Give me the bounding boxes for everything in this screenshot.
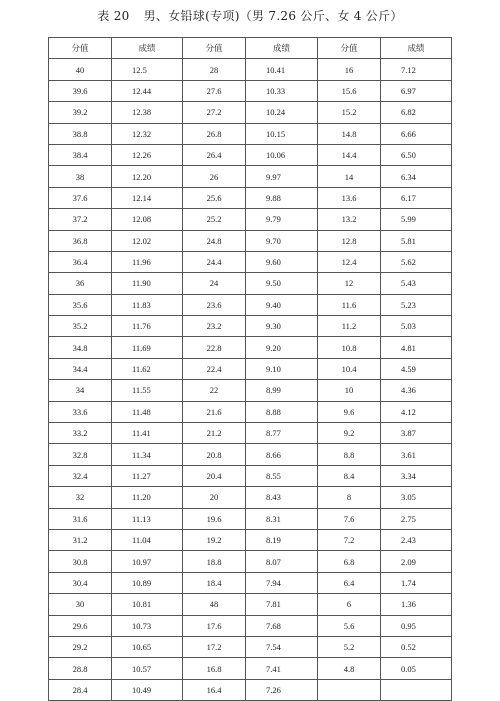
cell-result-3: 6.17 (381, 187, 452, 208)
cell-points-3: 6 (318, 594, 381, 615)
cell-points-3: 16 (318, 59, 381, 80)
table-caption: 男、女铅球(专项)（男 7.26 公斤、女 4 公斤） (143, 9, 403, 23)
cell-result-1: 10.89 (112, 572, 183, 593)
table-row (49, 273, 452, 294)
cell-result-3: 3.34 (381, 465, 452, 486)
cell-result-2: 7.41 (246, 658, 318, 679)
cell-points-3: 6.8 (318, 551, 381, 572)
cell-points-1: 32.8 (49, 444, 112, 465)
cell-result-1: 11.83 (112, 294, 183, 315)
cell-points-3: 12 (318, 273, 381, 294)
cell-result-1: 10.81 (112, 594, 183, 615)
table-row (49, 102, 452, 123)
header-row (49, 38, 452, 59)
header-points-2: 分值 (183, 38, 246, 59)
cell-result-2: 8.07 (246, 551, 318, 572)
cell-points-1: 29.2 (49, 636, 112, 657)
cell-points-2: 25.2 (183, 209, 246, 230)
cell-points-2: 22.8 (183, 337, 246, 358)
cell-points-3: 13.2 (318, 209, 381, 230)
cell-points-2: 19.2 (183, 529, 246, 550)
table-row (49, 658, 452, 679)
cell-points-2: 24.8 (183, 230, 246, 251)
table-row (49, 401, 452, 422)
cell-result-2: 7.81 (246, 594, 318, 615)
cell-points-2: 16.4 (183, 679, 246, 700)
cell-result-3: 2.09 (381, 551, 452, 572)
cell-result-1: 11.48 (112, 401, 183, 422)
cell-points-1: 38.4 (49, 144, 112, 165)
cell-result-1: 12.32 (112, 123, 183, 144)
cell-result-3: 5.81 (381, 230, 452, 251)
cell-result-3: 3.05 (381, 487, 452, 508)
cell-points-3: 7.6 (318, 508, 381, 529)
table-row (49, 166, 452, 187)
cell-result-2: 8.77 (246, 423, 318, 444)
cell-points-3: 10.4 (318, 358, 381, 379)
cell-points-3: 14 (318, 166, 381, 187)
cell-points-1: 33.2 (49, 423, 112, 444)
table-row (49, 615, 452, 636)
table-number: 表 20 (97, 9, 130, 23)
table-row (49, 316, 452, 337)
cell-points-2: 24 (183, 273, 246, 294)
cell-points-2: 24.4 (183, 251, 246, 272)
cell-result-1: 12.44 (112, 80, 183, 101)
cell-result-3: 5.43 (381, 273, 452, 294)
table-row (49, 487, 452, 508)
cell-points-1: 39.2 (49, 102, 112, 123)
cell-points-2: 28 (183, 59, 246, 80)
cell-points-1: 34.4 (49, 358, 112, 379)
table-row (49, 337, 452, 358)
cell-points-1: 36.8 (49, 230, 112, 251)
header-result-3: 成绩 (381, 38, 452, 59)
cell-points-2: 17.2 (183, 636, 246, 657)
cell-points-2: 21.2 (183, 423, 246, 444)
cell-points-2: 23.2 (183, 316, 246, 337)
cell-result-3: 3.87 (381, 423, 452, 444)
cell-points-3: 12.8 (318, 230, 381, 251)
cell-result-3: 4.81 (381, 337, 452, 358)
cell-points-3: 8.8 (318, 444, 381, 465)
cell-result-1: 11.55 (112, 380, 183, 401)
cell-result-2: 7.54 (246, 636, 318, 657)
cell-result-1: 11.62 (112, 358, 183, 379)
cell-points-3: 9.2 (318, 423, 381, 444)
table-row (49, 594, 452, 615)
cell-points-1: 31.6 (49, 508, 112, 529)
cell-points-3: 8 (318, 487, 381, 508)
cell-result-1: 10.65 (112, 636, 183, 657)
cell-points-3: 4.8 (318, 658, 381, 679)
cell-result-2: 10.06 (246, 144, 318, 165)
cell-points-3: 9.6 (318, 401, 381, 422)
cell-result-3: 2.75 (381, 508, 452, 529)
cell-result-2: 9.60 (246, 251, 318, 272)
cell-points-3: 14.4 (318, 144, 381, 165)
cell-result-1: 11.04 (112, 529, 183, 550)
cell-result-3: 4.59 (381, 358, 452, 379)
cell-result-3: 2.43 (381, 529, 452, 550)
cell-result-3: 6.50 (381, 144, 452, 165)
cell-result-1: 10.73 (112, 615, 183, 636)
cell-result-3: 5.23 (381, 294, 452, 315)
cell-result-3: 7.12 (381, 59, 452, 80)
cell-result-1: 12.26 (112, 144, 183, 165)
cell-points-2: 23.6 (183, 294, 246, 315)
cell-points-3: 5.6 (318, 615, 381, 636)
cell-points-1: 33.6 (49, 401, 112, 422)
cell-points-3: 6.4 (318, 572, 381, 593)
cell-points-1: 28.8 (49, 658, 112, 679)
cell-result-1: 10.49 (112, 679, 183, 700)
header-points-3: 分值 (318, 38, 381, 59)
cell-result-2: 7.68 (246, 615, 318, 636)
cell-result-2: 7.26 (246, 679, 318, 700)
cell-points-2: 20.8 (183, 444, 246, 465)
cell-points-1: 34 (49, 380, 112, 401)
cell-points-3: 8.4 (318, 465, 381, 486)
cell-points-2: 19.6 (183, 508, 246, 529)
cell-result-2: 10.33 (246, 80, 318, 101)
table-row (49, 572, 452, 593)
cell-result-2: 7.94 (246, 572, 318, 593)
cell-result-2: 8.88 (246, 401, 318, 422)
cell-result-3: 6.34 (381, 166, 452, 187)
table-row (49, 380, 452, 401)
table-row (49, 465, 452, 486)
table-row (49, 679, 452, 700)
table-row (49, 636, 452, 657)
cell-result-2: 8.99 (246, 380, 318, 401)
cell-result-1: 11.96 (112, 251, 183, 272)
cell-result-3: 0.05 (381, 658, 452, 679)
cell-points-1: 38.8 (49, 123, 112, 144)
cell-points-3 (318, 679, 381, 700)
cell-result-3: 3.61 (381, 444, 452, 465)
cell-points-2: 27.2 (183, 102, 246, 123)
score-table-body (49, 59, 452, 701)
header-result-2: 成绩 (246, 38, 318, 59)
table-row (49, 59, 452, 80)
cell-points-1: 35.2 (49, 316, 112, 337)
cell-result-1: 11.90 (112, 273, 183, 294)
cell-result-2: 9.10 (246, 358, 318, 379)
cell-points-2: 26.4 (183, 144, 246, 165)
cell-result-2: 9.20 (246, 337, 318, 358)
cell-points-1: 36.4 (49, 251, 112, 272)
cell-points-1: 37.2 (49, 209, 112, 230)
cell-points-1: 32.4 (49, 465, 112, 486)
cell-result-2: 9.30 (246, 316, 318, 337)
cell-points-1: 38 (49, 166, 112, 187)
cell-result-3: 6.97 (381, 80, 452, 101)
cell-result-2: 8.31 (246, 508, 318, 529)
cell-result-2: 9.70 (246, 230, 318, 251)
cell-result-2: 9.97 (246, 166, 318, 187)
cell-result-1: 11.41 (112, 423, 183, 444)
table-row (49, 529, 452, 550)
cell-points-2: 20 (183, 487, 246, 508)
cell-points-2: 17.6 (183, 615, 246, 636)
table-row (49, 209, 452, 230)
cell-result-1: 11.20 (112, 487, 183, 508)
header-points-1: 分值 (49, 38, 112, 59)
cell-result-3: 1.74 (381, 572, 452, 593)
cell-result-3: 5.03 (381, 316, 452, 337)
table-row (49, 251, 452, 272)
cell-points-2: 25.6 (183, 187, 246, 208)
cell-result-2: 9.50 (246, 273, 318, 294)
table-row (49, 80, 452, 101)
cell-points-2: 16.8 (183, 658, 246, 679)
cell-result-3: 4.12 (381, 401, 452, 422)
cell-result-1: 11.27 (112, 465, 183, 486)
cell-points-1: 30.8 (49, 551, 112, 572)
cell-result-2: 8.66 (246, 444, 318, 465)
cell-result-2: 9.79 (246, 209, 318, 230)
cell-points-2: 22.4 (183, 358, 246, 379)
cell-result-1: 12.38 (112, 102, 183, 123)
cell-points-3: 12.4 (318, 251, 381, 272)
cell-points-2: 18.8 (183, 551, 246, 572)
cell-points-1: 30.4 (49, 572, 112, 593)
cell-result-3: 0.52 (381, 636, 452, 657)
cell-points-2: 20.4 (183, 465, 246, 486)
cell-result-3: 5.62 (381, 251, 452, 272)
cell-points-1: 39.6 (49, 80, 112, 101)
cell-points-1: 34.8 (49, 337, 112, 358)
cell-result-2: 10.24 (246, 102, 318, 123)
cell-points-3: 15.6 (318, 80, 381, 101)
cell-points-1: 29.6 (49, 615, 112, 636)
cell-points-1: 31.2 (49, 529, 112, 550)
cell-points-3: 15.2 (318, 102, 381, 123)
cell-points-1: 28.4 (49, 679, 112, 700)
header-result-1: 成绩 (112, 38, 183, 59)
cell-points-1: 35.6 (49, 294, 112, 315)
cell-points-2: 22 (183, 380, 246, 401)
cell-result-1: 12.08 (112, 209, 183, 230)
cell-result-1: 12.20 (112, 166, 183, 187)
cell-points-2: 18.4 (183, 572, 246, 593)
cell-points-2: 27.6 (183, 80, 246, 101)
cell-result-3: 0.95 (381, 615, 452, 636)
cell-points-3: 10.8 (318, 337, 381, 358)
table-row (49, 123, 452, 144)
cell-points-2: 26 (183, 166, 246, 187)
cell-points-1: 32 (49, 487, 112, 508)
cell-result-1: 10.57 (112, 658, 183, 679)
cell-points-2: 21.6 (183, 401, 246, 422)
cell-points-3: 11.6 (318, 294, 381, 315)
cell-points-3: 13.6 (318, 187, 381, 208)
table-row (49, 187, 452, 208)
cell-points-3: 5.2 (318, 636, 381, 657)
cell-result-1: 10.97 (112, 551, 183, 572)
cell-points-1: 30 (49, 594, 112, 615)
table-row (49, 294, 452, 315)
table-row (49, 508, 452, 529)
cell-points-3: 11.2 (318, 316, 381, 337)
table-row (49, 444, 452, 465)
cell-result-2: 8.19 (246, 529, 318, 550)
cell-result-2: 8.43 (246, 487, 318, 508)
cell-result-1: 11.76 (112, 316, 183, 337)
table-row (49, 551, 452, 572)
cell-result-2: 8.55 (246, 465, 318, 486)
cell-points-3: 14.8 (318, 123, 381, 144)
cell-points-2: 26.8 (183, 123, 246, 144)
cell-points-1: 37.6 (49, 187, 112, 208)
cell-result-2: 9.88 (246, 187, 318, 208)
table-row (49, 144, 452, 165)
cell-result-1: 12.02 (112, 230, 183, 251)
cell-points-3: 7.2 (318, 529, 381, 550)
cell-result-1: 12.5 (112, 59, 183, 80)
cell-result-1: 11.34 (112, 444, 183, 465)
table-title (0, 7, 500, 24)
cell-result-3: 6.82 (381, 102, 452, 123)
cell-result-2: 10.41 (246, 59, 318, 80)
cell-result-2: 9.40 (246, 294, 318, 315)
cell-points-1: 40 (49, 59, 112, 80)
cell-result-3: 5.99 (381, 209, 452, 230)
cell-points-1: 36 (49, 273, 112, 294)
cell-result-1: 12.14 (112, 187, 183, 208)
table-row (49, 230, 452, 251)
cell-result-1: 11.13 (112, 508, 183, 529)
score-table (48, 37, 452, 701)
cell-result-1: 11.69 (112, 337, 183, 358)
cell-points-3: 10 (318, 380, 381, 401)
cell-result-3: 1.36 (381, 594, 452, 615)
table-row (49, 358, 452, 379)
table-row (49, 423, 452, 444)
cell-result-3: 6.66 (381, 123, 452, 144)
cell-points-2: 48 (183, 594, 246, 615)
cell-result-2: 10.15 (246, 123, 318, 144)
cell-result-3 (381, 679, 452, 700)
cell-result-3: 4.36 (381, 380, 452, 401)
